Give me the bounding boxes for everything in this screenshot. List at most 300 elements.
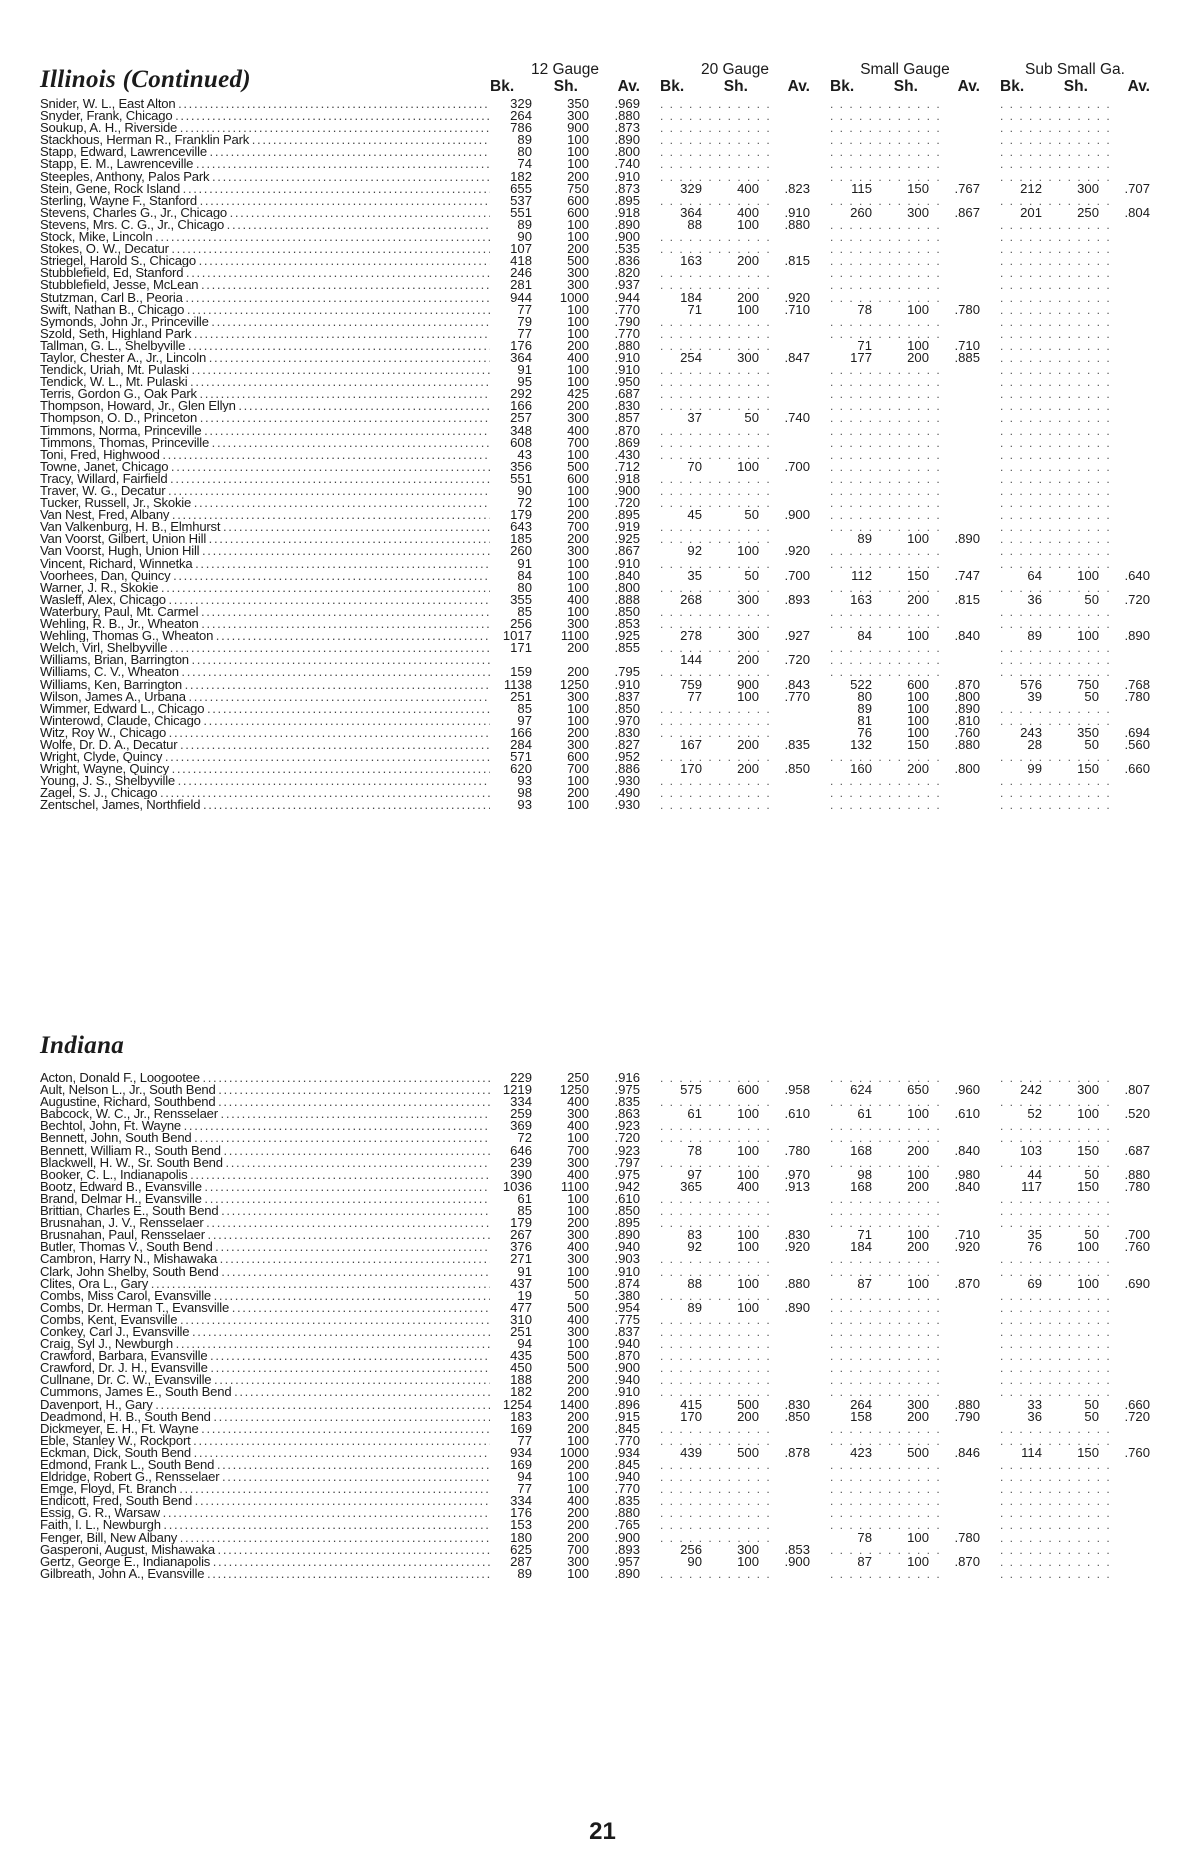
score-av: .873 [614,120,640,136]
shooter-name: Crawford, Dr. J. H., Evansville . . . [40,1362,490,1374]
score-sh: 1100 [560,628,589,644]
score-av: .880 [614,337,640,353]
score-av: .660 [1124,761,1150,777]
score-av: .980 [954,1166,980,1182]
score-av: .804 [1124,204,1150,220]
score-av: .760 [954,724,980,740]
score-av: .780 [954,1529,980,1545]
empty-score-dots: . . . . . . . . . . . . [660,1507,772,1520]
header-sub-label: Bk. [660,78,685,95]
score-av: .918 [614,470,640,486]
score-small-gauge [830,1408,980,1424]
score-av: .847 [784,349,810,365]
empty-score-dots: . . . . . . . . . . . . [1000,231,1112,244]
empty-score-dots: . . . . . . . . . . . . [830,1253,942,1266]
empty-score-dots: . . . . . . . . . . . . [830,243,942,256]
empty-score-dots: . . . . . . . . . . . . [660,424,772,437]
shooter-name: Szold, Seth, Highland Park . . . [40,328,490,340]
empty-score-dots: . . . . . . . . . . . . [830,1483,942,1496]
score-bk: 260 [850,204,872,220]
table-row [40,1311,1165,1327]
score-bk: 94 [517,1336,532,1352]
empty-score-dots: . . . . . . . . . . . . [830,279,942,292]
score-av: .910 [614,555,640,571]
score-sh: 200 [567,1420,589,1436]
shooter-name: Bechtol, John, Ft. Wayne . . . [40,1120,490,1132]
empty-score-dots: . . . . . . . . . . . . [830,1120,942,1133]
table-row [40,243,1165,255]
score-bk: 89 [517,1565,532,1581]
score-bk: 35 [1027,1227,1042,1243]
empty-score-dots: . . . . . . . . . . . . [660,1289,772,1302]
shooter-name: Combs, Miss Carol, Evansville . . . [40,1290,490,1302]
score-20-gauge [660,180,810,196]
empty-score-dots: . . . . . . . . . . . . [1000,1555,1112,1568]
score-bk: 81 [857,712,872,728]
score-bk: 169 [510,1457,532,1472]
table-row [40,1190,1165,1206]
score-small-gauge [830,630,980,642]
empty-score-dots: . . . . . . . . . . . . [660,1132,772,1145]
empty-score-dots: . . . . . . . . . . . . [1000,1313,1112,1326]
score-av: .940 [614,1469,640,1485]
score-av: .770 [614,325,640,341]
shooter-name: Brittian, Charles E., South Bend . . . [40,1205,490,1217]
empty-score-dots: . . . . . . . . . . . . [660,1253,772,1266]
score-av: .780 [954,301,980,317]
score-sh: 300 [567,1323,589,1339]
score-av: .790 [954,1408,980,1424]
table-row [40,787,1165,799]
empty-score-dots: . . . . . . . . . . . . [1000,460,1112,473]
shooter-name: Essig, G. R., Warsaw . . . [40,1507,490,1519]
score-bk: 1219 [502,1082,532,1098]
score-sh: 100 [737,1227,759,1243]
score-sh: 700 [567,1541,589,1557]
score-bk: 61 [857,1106,872,1122]
score-av: .930 [614,773,640,789]
empty-score-dots: . . . . . . . . . . . . [660,1072,772,1085]
score-av: .687 [614,386,640,402]
empty-score-dots: . . . . . . . . . . . . [830,775,942,788]
header-sub-small-gauge [830,79,980,95]
empty-score-dots: . . . . . . . . . . . . [1000,1301,1112,1314]
empty-score-dots: . . . . . . . . . . . . [660,1531,772,1544]
score-av: .720 [1124,1408,1150,1424]
score-sh: 200 [567,398,589,414]
score-av: .863 [614,1106,640,1122]
score-av: .870 [614,1348,640,1364]
table-row [40,470,1165,486]
shooter-name: Stapp, Edward, Lawrenceville . . . [40,146,490,158]
score-bk: 180 [510,1529,532,1545]
score-sub-small-gauge [1000,1142,1150,1158]
empty-score-dots: . . . . . . . . . . . . [1000,1338,1112,1351]
empty-score-dots: . . . . . . . . . . . . [660,1459,772,1472]
score-sub-small-gauge [1000,204,1150,220]
shooter-name: Booker, C. L., Indianapolis . . . [40,1169,490,1181]
score-bk: 310 [510,1311,532,1327]
score-sh: 1400 [559,1396,589,1412]
score-bk: 80 [517,579,532,595]
empty-score-dots: . . . . . . . . . . . . [830,485,942,498]
score-bk: 91 [517,362,532,378]
score-bk: 158 [850,1408,872,1424]
score-20-gauge [660,1178,810,1194]
empty-score-dots: . . . . . . . . . . . . [830,400,942,413]
score-av: .890 [954,531,980,547]
score-small-gauge [830,1241,980,1253]
empty-score-dots: . . . . . . . . . . . . [830,605,942,619]
score-sh: 100 [907,1529,929,1545]
score-av: .610 [954,1106,980,1122]
empty-score-dots: . . . . . . . . . . . . [660,605,772,619]
empty-score-dots: . . . . . . . . . . . . [830,1507,942,1520]
score-av: .843 [784,676,810,692]
score-sh: 500 [907,1444,929,1460]
header-sub-label: Sh. [723,78,748,95]
score-sh: 300 [737,591,759,607]
table-row [40,1483,1165,1495]
score-sh: 250 [1077,204,1099,220]
score-sh: 200 [907,1142,929,1158]
score-bk: 85 [517,1203,532,1219]
header-sub-20-gauge [660,79,810,95]
table-row [40,1408,1165,1424]
empty-score-dots: . . . . . . . . . . . . [660,1313,772,1326]
score-av: .915 [614,1408,640,1424]
score-bk: 89 [687,1299,702,1315]
page [40,0,1165,1856]
table-row [40,1275,1165,1291]
score-small-gauge [830,204,980,220]
score-bk: 97 [517,712,532,728]
section-title-indiana: Indiana [40,1032,125,1059]
empty-score-dots: . . . . . . . . . . . . [660,1434,772,1447]
empty-score-dots: . . . . . . . . . . . . [1000,533,1112,546]
score-bk: 77 [517,1481,532,1497]
score-bk: 292 [510,386,532,402]
score-av: .920 [784,1239,810,1255]
score-av: .836 [614,253,640,269]
score-sh: 200 [567,785,589,801]
score-av: .910 [614,168,640,184]
score-bk: 103 [1020,1142,1042,1158]
score-bk: 278 [680,628,702,644]
table-row [40,1241,1165,1253]
score-bk: 177 [850,349,872,365]
empty-score-dots: . . . . . . . . . . . . [830,218,942,232]
score-bk: 786 [510,120,532,136]
score-sh: 1000 [559,289,589,305]
score-sh: 300 [567,1251,589,1267]
shooter-name: Combs, Kent, Evansville . . . [40,1314,490,1326]
score-bk: 251 [510,1323,532,1339]
score-sh: 100 [567,229,589,245]
score-20-gauge [660,412,810,424]
score-av: .896 [614,1396,640,1412]
empty-score-dots: . . . . . . . . . . . . [660,436,772,449]
score-bk: 72 [517,495,532,511]
score-bk: 97 [687,1166,702,1182]
score-bk: 183 [510,1408,532,1424]
empty-score-dots: . . . . . . . . . . . . [1000,1459,1112,1472]
score-bk: 439 [680,1444,702,1460]
score-bk: 257 [510,410,532,426]
score-bk: 944 [510,289,532,305]
score-small-gauge [830,349,980,365]
table-row [40,1323,1165,1339]
shooter-name: Gertz, George E., Indianapolis . . . [40,1556,490,1568]
empty-score-dots: . . . . . . . . . . . . [830,122,942,135]
score-av: .895 [614,507,640,523]
empty-score-dots: . . . . . . . . . . . . [660,1567,772,1580]
score-20-gauge [660,1241,810,1253]
score-sub-small-gauge [1000,180,1150,196]
score-av: .893 [614,1541,640,1557]
score-av: .694 [1124,724,1150,740]
score-av: .610 [784,1106,810,1122]
score-sh: 100 [737,1299,759,1315]
score-sh: 50 [744,507,759,523]
score-av: .640 [1124,567,1150,583]
score-bk: 176 [510,1505,532,1521]
empty-score-dots: . . . . . . . . . . . . [830,1495,942,1508]
score-sh: 400 [567,1493,589,1509]
shooter-name: Endicott, Fred, South Bend . . . [40,1495,490,1507]
score-bk: 163 [680,253,702,269]
empty-score-dots: . . . . . . . . . . . . [1000,714,1112,727]
empty-score-dots: . . . . . . . . . . . . [1000,218,1112,232]
score-av: .765 [614,1517,640,1533]
table-row [40,1287,1165,1303]
score-bk: 260 [510,543,532,559]
score-sh: 500 [567,458,589,474]
score-sub-small-gauge [1000,1084,1150,1096]
score-bk: 259 [510,1106,532,1122]
shooter-name: Stock, Mike, Lincoln . . . [40,231,490,243]
score-sh: 200 [567,337,589,353]
table-row [40,1072,1165,1084]
score-sh: 100 [567,495,589,511]
empty-score-dots: . . . . . . . . . . . . [660,170,772,183]
empty-score-dots: . . . . . . . . . . . . [1000,448,1112,461]
table-row [40,1253,1165,1265]
score-av: .535 [614,241,640,257]
table-row [40,736,1165,752]
empty-score-dots: . . . . . . . . . . . . [1000,1253,1112,1266]
score-sh: 400 [567,349,589,365]
empty-score-dots: . . . . . . . . . . . . [1000,1120,1112,1133]
empty-score-dots: . . . . . . . . . . . . [660,1205,772,1218]
table-row [40,630,1165,642]
score-sh: 100 [907,712,929,728]
empty-score-dots: . . . . . . . . . . . . [1000,134,1112,147]
score-bk: 89 [517,216,532,232]
shooter-name: Deadmond, H. B., South Bend . . . [40,1411,490,1423]
score-sh: 100 [567,1130,589,1146]
score-bk: 91 [517,555,532,571]
score-av: .890 [614,132,640,148]
score-sh: 50 [1084,1166,1099,1182]
shooter-name: Bootz, Edward B., Evansville . . . [40,1181,490,1193]
score-sh: 300 [567,277,589,293]
score-bk: 348 [510,422,532,438]
shooter-name: Craig, Syl J., Newburgh . . . [40,1338,490,1350]
empty-score-dots: . . . . . . . . . . . . [830,1217,942,1230]
score-bk: 115 [851,180,872,196]
score-bk: 418 [510,253,532,269]
table-row [40,313,1165,329]
score-bk: 571 [510,749,532,765]
score-av: .840 [954,628,980,644]
score-sh: 100 [567,555,589,571]
score-bk: 160 [850,761,872,777]
score-sh: 100 [737,1275,759,1291]
score-av: .835 [614,1094,640,1110]
shooter-name: Stein, Gene, Rock Island . . . [40,183,490,195]
empty-score-dots: . . . . . . . . . . . . [1000,1507,1112,1520]
shooter-name: Williams, Brian, Barrington . . . [40,654,490,666]
score-av: .815 [784,253,810,269]
table-row [40,289,1165,305]
score-bk: 1138 [503,676,532,692]
score-sub-small-gauge [1000,1275,1150,1291]
score-bk: 390 [510,1166,532,1182]
score-20-gauge [660,349,810,365]
empty-score-dots: . . . . . . . . . . . . [660,1338,772,1351]
shooter-name: Van Valkenburg, H. B., Elmhurst . . . [40,521,490,533]
empty-score-dots: . . . . . . . . . . . . [1000,1156,1112,1169]
score-sh: 100 [907,724,929,740]
empty-score-dots: . . . . . . . . . . . . [1000,194,1112,207]
empty-score-dots: . . . . . . . . . . . . [1000,291,1112,304]
table-row [40,1154,1165,1170]
empty-score-dots: . . . . . . . . . . . . [1000,146,1112,159]
score-av: .660 [1124,1396,1150,1412]
score-bk: 35 [687,567,702,583]
empty-score-dots: . . . . . . . . . . . . [1000,581,1112,594]
score-av: .700 [784,567,810,583]
score-small-gauge [830,533,980,545]
header-sub-label: Av. [1127,78,1150,95]
score-sh: 50 [1084,688,1099,704]
empty-score-dots: . . . . . . . . . . . . [830,1265,942,1278]
empty-score-dots: . . . . . . . . . . . . [660,557,772,570]
empty-score-dots: . . . . . . . . . . . . [830,1386,942,1399]
shooter-name: Taylor, Chester A., Jr., Lincoln . . . [40,352,490,364]
score-bk: 212 [1020,180,1042,196]
shooter-name: Acton, Donald F., Loogootee . . . [40,1072,490,1084]
score-av: .975 [614,1082,640,1098]
score-av: .790 [614,313,640,329]
empty-score-dots: . . . . . . . . . . . . [660,194,772,207]
shooter-name: Dickmeyer, E. H., Ft. Wayne . . . [40,1423,490,1435]
score-small-gauge [830,301,980,317]
empty-score-dots: . . . . . . . . . . . . [830,521,942,534]
empty-score-dots: . . . . . . . . . . . . [660,1265,772,1278]
score-bk: 80 [517,144,532,160]
score-sh: 350 [1077,724,1099,740]
empty-score-dots: . . . . . . . . . . . . [830,1096,942,1109]
score-av: .700 [784,458,810,474]
table-row [40,1519,1165,1531]
score-av: .850 [784,1408,810,1424]
score-sh: 50 [1084,1396,1099,1412]
score-20-gauge [660,1275,810,1291]
score-av: .869 [614,434,640,450]
shooter-name: Wimmer, Edward L., Chicago . . . [40,703,490,715]
table-row [40,349,1165,365]
score-sh: 100 [737,301,759,317]
score-bk: 71 [857,1227,872,1243]
score-small-gauge [830,1084,980,1096]
table-row [40,400,1165,412]
score-small-gauge [830,591,980,607]
empty-score-dots: . . . . . . . . . . . . [830,327,942,340]
shooter-name: Van Voorst, Gilbert, Union Hill . . . [40,533,490,545]
table-row [40,1229,1165,1241]
empty-score-dots: . . . . . . . . . . . . [830,1471,942,1484]
score-sh: 300 [567,410,589,426]
shooter-name: Eble, Stanley W., Rockport . . . [40,1435,490,1447]
score-sh: 100 [567,301,589,317]
score-sh: 400 [567,422,589,438]
empty-score-dots: . . . . . . . . . . . . [830,1350,942,1363]
table-row [40,1299,1165,1315]
empty-score-dots: . . . . . . . . . . . . [1000,557,1112,570]
score-bk: 170 [680,1408,702,1424]
table-row [40,676,1165,692]
score-bk: 78 [687,1142,702,1158]
score-sh: 400 [567,1166,589,1182]
score-bk: 1254 [502,1396,532,1412]
score-bk: 364 [510,349,532,365]
score-sh: 300 [1077,180,1099,196]
table-row [40,567,1165,583]
score-av: .916 [614,1070,640,1085]
score-av: .920 [954,1239,980,1255]
score-av: .900 [784,507,810,523]
table-row [40,521,1165,533]
score-sh: 200 [907,1178,929,1194]
table-row [40,799,1165,811]
score-bk: 537 [510,192,532,208]
score-sub-small-gauge [1000,1444,1150,1460]
score-av: .880 [954,736,980,752]
empty-score-dots: . . . . . . . . . . . . [830,170,942,183]
score-bk: 88 [687,216,702,232]
score-bk: 93 [517,773,532,789]
table-row [40,1142,1165,1158]
score-av: .710 [954,337,980,353]
score-20-gauge [660,1108,810,1120]
score-av: .710 [784,301,810,317]
score-small-gauge [830,1444,980,1460]
header-sub-sub-small-gauge [1000,79,1150,95]
score-20-gauge [660,216,810,232]
shooter-name: Steeples, Anthony, Palos Park . . . [40,171,490,183]
table-row [40,146,1165,158]
score-sh: 350 [567,96,589,111]
table-row [40,666,1165,678]
empty-score-dots: . . . . . . . . . . . . [660,799,772,812]
shooter-name: Cullnane, Dr. C. W., Evansville . . . [40,1374,490,1386]
score-bk: 268 [680,591,702,607]
score-av: .925 [614,628,640,644]
score-bk: 625 [510,1541,532,1557]
score-bk: 185 [510,531,532,547]
